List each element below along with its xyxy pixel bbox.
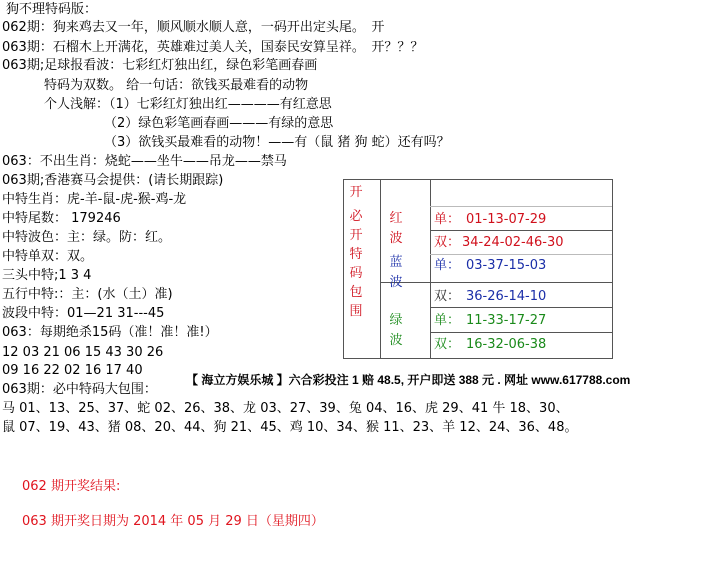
result-heading: 062 期开奖结果: [22, 479, 121, 494]
zodiac-line: 鼠 07、19、43、猪 08、20、44、狗 21、45、鸡 10、34、猴 11、23、羊 12、24、36、48。 [2, 420, 578, 435]
table-row [434, 289, 546, 305]
green-wave-label: 波 [389, 333, 403, 348]
table-left-char: 特 [349, 247, 363, 262]
table-left-char: 码 [349, 266, 363, 281]
table-left-char: 开 [349, 185, 363, 200]
ad-banner: 【 海立方娱乐城 】六合彩投注 1 赔 48.5, 开户即送 388 元 . 网址 www.617788.com [186, 373, 631, 387]
text-line: 特码为双数。 给一句话：欲钱买最难看的动物 [44, 78, 309, 93]
table-left-char: 开 [349, 228, 363, 243]
text-line: 063期;足球报看波：七彩红灯独出红，绿色彩笔画春画 [2, 58, 318, 73]
red-wave-label: 波 [389, 231, 403, 246]
table-row [434, 212, 546, 228]
row-label: 单： [434, 313, 461, 328]
text-line: 063期：必中特码大包围： [2, 382, 157, 397]
green-wave-label: 绿 [389, 313, 403, 328]
table-row [434, 258, 546, 274]
text-line: 063期：石榴木上开满花，英雄难过美人关，国泰民安算呈祥。 开？？？ [2, 40, 424, 55]
table-left-char: 包 [349, 285, 363, 300]
number-line: 12 03 21 06 15 43 30 26 [2, 345, 164, 360]
row-numbers: 03-37-15-03 [466, 258, 547, 273]
result-date: 063 期开奖日期为 2014 年 05 月 29 日（星期四） [22, 514, 324, 529]
text-line: 中特单双：双。 [2, 249, 94, 264]
row-numbers: 16-32-06-38 [466, 337, 547, 352]
text-line: 中特尾数： 179246 [2, 211, 121, 226]
row-label: 单： [434, 258, 461, 273]
text-line: 063期;香港赛马会提供：(请长期跟踪) [2, 173, 224, 188]
text-line: 五行中特:：主：(水（土）准) [2, 287, 173, 302]
text-line: （3）欲钱买最难看的动物！——有（鼠 猪 狗 蛇）还有吗？ [104, 135, 450, 150]
table-row [434, 313, 546, 329]
text-line: 中特生肖：虎-羊-鼠-虎-猴-鸡-龙 [2, 192, 187, 207]
text-line: 三头中特;1 3 4 [2, 268, 92, 283]
blue-wave-label: 波 [389, 275, 403, 290]
row-label: 单： [434, 212, 461, 227]
text-line: （2）绿色彩笔画春画———有绿的意思 [104, 116, 334, 131]
row-numbers: 01-13-07-29 [466, 212, 547, 227]
row-numbers: 11-33-17-27 [466, 313, 547, 328]
row-label: 双： [434, 289, 461, 304]
table-row [434, 235, 564, 251]
color-wave-table [343, 179, 613, 359]
blue-wave-label: 蓝 [389, 255, 403, 270]
zodiac-line: 马 01、13、25、37、蛇 02、26、38、龙 03、27、39、兔 04、16、虎 29、41 牛 18、30、 [2, 401, 569, 416]
text-line: 063：不出生肖：烧蛇——坐牛——吊龙——禁马 [2, 154, 287, 169]
table-left-char: 围 [349, 304, 363, 319]
row-numbers: 34-24-02-46-30 [462, 235, 564, 250]
number-line: 09 16 22 02 16 17 40 [2, 363, 143, 378]
table-left-char: 必 [349, 209, 363, 224]
row-numbers: 36-26-14-10 [466, 289, 547, 304]
text-line: 062期：狗来鸡去又一年，顺风顺水顺人意，一码开出定头尾。 开 [2, 20, 385, 35]
row-label: 双： [434, 235, 461, 250]
text-line: 波段中特：01—21 31---45 [2, 306, 165, 321]
table-row [434, 337, 546, 353]
text-line: 中特波色：主：绿。防：红。 [2, 230, 172, 245]
row-label: 双： [434, 337, 461, 352]
page-title: 狗不理特码版： [6, 2, 98, 17]
red-wave-label: 红 [389, 211, 403, 226]
text-line: 个人浅解：（1）七彩红灯独出红————有红意思 [44, 97, 332, 112]
text-line: 063：每期绝杀15码（准！准！准!） [2, 325, 218, 340]
